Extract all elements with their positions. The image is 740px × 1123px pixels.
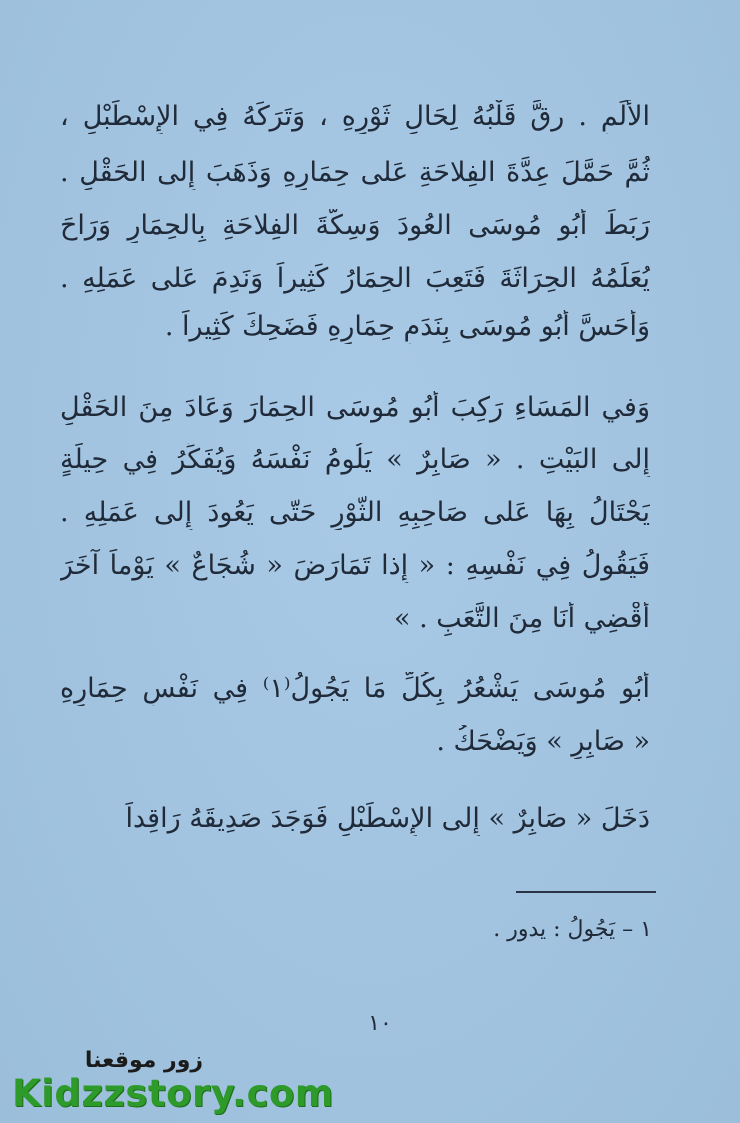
watermark-site-logo[interactable]: Kidzzstory.com [12, 1072, 334, 1115]
watermark-arabic-text: زور موقعنا [84, 1048, 204, 1073]
text-line: الأَلَمِ . رقَّ قَلْبُهُ لِحَالِ ثَوْرِهِ ، وَتَرَكَهُ فِي الإِسْطَبْلِ ، [60, 101, 650, 132]
text-line: يُعَلِّمُهُ الحِرَاثَةَ فَتَعِبَ الحِمَارُ كَثِيراً وَنَدِمَ عَلى عَمَلِهِ . [60, 263, 650, 294]
text-line: « صَابِرٍ » وَيَضْحَكُ . [436, 726, 650, 757]
footnote-divider [516, 891, 656, 893]
text-line: دَخَلَ « صَابِرٌ » إِلى الإِسْطَبْلِ فَوَجَدَ صَدِيقَهُ رَاقِداً [125, 803, 650, 834]
text-line: أَقْضِي أَنَا مِنَ التَّعَبِ . » [393, 603, 650, 634]
text-line: وَأَحَسَّ أَبُو مُوسَى بِنَدَمِ حِمَارِهِ فَضَحِكَ كَثِيراً . [164, 311, 650, 342]
text-line: إِلى البَيْتِ . « صَابِرٌ » يَلُومُ نَفْسَهُ وَيُفَكِّرُ فِي حِيلَةٍ [60, 444, 650, 475]
text-line: وَفي المَسَاءِ رَكِبَ أَبُو مُوسَى الحِمَارَ وَعَادَ مِنَ الحَقْلِ [60, 392, 650, 423]
page-number: ١٠ [368, 1011, 392, 1036]
text-line: رَبَطَ أَبُو مُوسَى العُودَ وَسِكَّةَ الفِلاحَةِ بِالحِمَارِ وَرَاحَ [60, 210, 650, 241]
text-line: ثُمَّ حَمَّلَ عِدَّةَ الفِلاحَةِ عَلى حِمَارِهِ وَذَهَبَ إِلى الحَقْلِ . [60, 157, 650, 188]
text-line: يَحْتَالُ بِهَا عَلى صَاحِبِهِ الثَّوْرِ حَتّى يَعُودَ إِلى عَمَلِهِ . [60, 497, 650, 528]
text-line: أَبُو مُوسَى يَشْعُرُ بِكُلِّ مَا يَجُولُ⁽١⁾ فِي نَفْسِ حِمَارِهِ [60, 673, 650, 704]
text-line: فَيَقُولُ فِي نَفْسِهِ : « إِذا تَمَارَضَ « شُجَاعٌ » يَوْماً آخَرَ [60, 550, 650, 581]
footnote: ١ – يَجُولُ : يدور . [493, 917, 652, 942]
